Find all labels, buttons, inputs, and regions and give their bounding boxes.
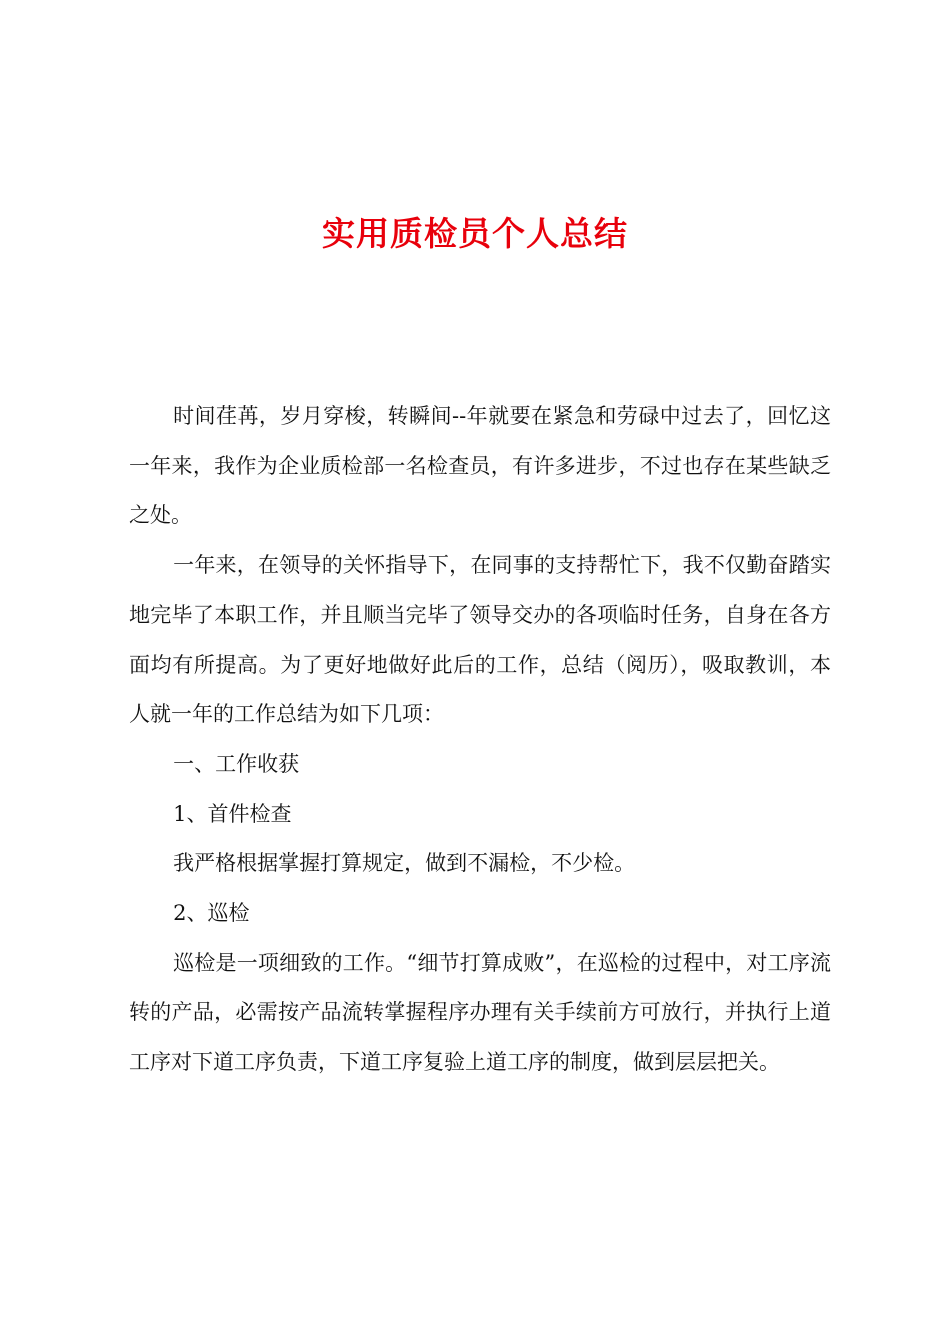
section-heading-work-gains: 一、工作收获 <box>173 751 300 776</box>
paragraph-patrol-inspection: 巡检是一项细致的工作。“细节打算成败”，在巡检的过程中，对工序流转的产品，必需按产品流转掌握程序办理有关手续前方可放行，并执行上道工序对下道工序负责，下道工序复验上道工序的制度，做到层层把关。 <box>129 950 831 1075</box>
document-body <box>129 392 831 1088</box>
subheading-first-article-inspection: 1、首件检查 <box>173 801 292 826</box>
paragraph-first-article-inspection: 我严格根据掌握打算规定，做到不漏检，不少检。 <box>173 851 636 876</box>
document-title: 实用质检员个人总结 <box>322 214 628 253</box>
paragraph-intro: 时间荏苒，岁月穿梭，转瞬间--年就要在紧急和劳碌中过去了，回忆这一年来，我作为企业质检部一名检查员，有许多进步，不过也存在某些缺乏之处。 <box>129 404 831 528</box>
paragraph-overview: 一年来，在领导的关怀指导下，在同事的支持帮忙下，我不仅勤奋踏实地完毕了本职工作，并且顺当完毕了领导交办的各项临时任务，自身在各方面均有所提高。为了更好地做好此后的工作，总结（阅历），吸取教训，本人就一年的工作总结为如下几项： <box>129 553 831 727</box>
subheading-patrol-inspection: 2、巡检 <box>173 901 250 926</box>
